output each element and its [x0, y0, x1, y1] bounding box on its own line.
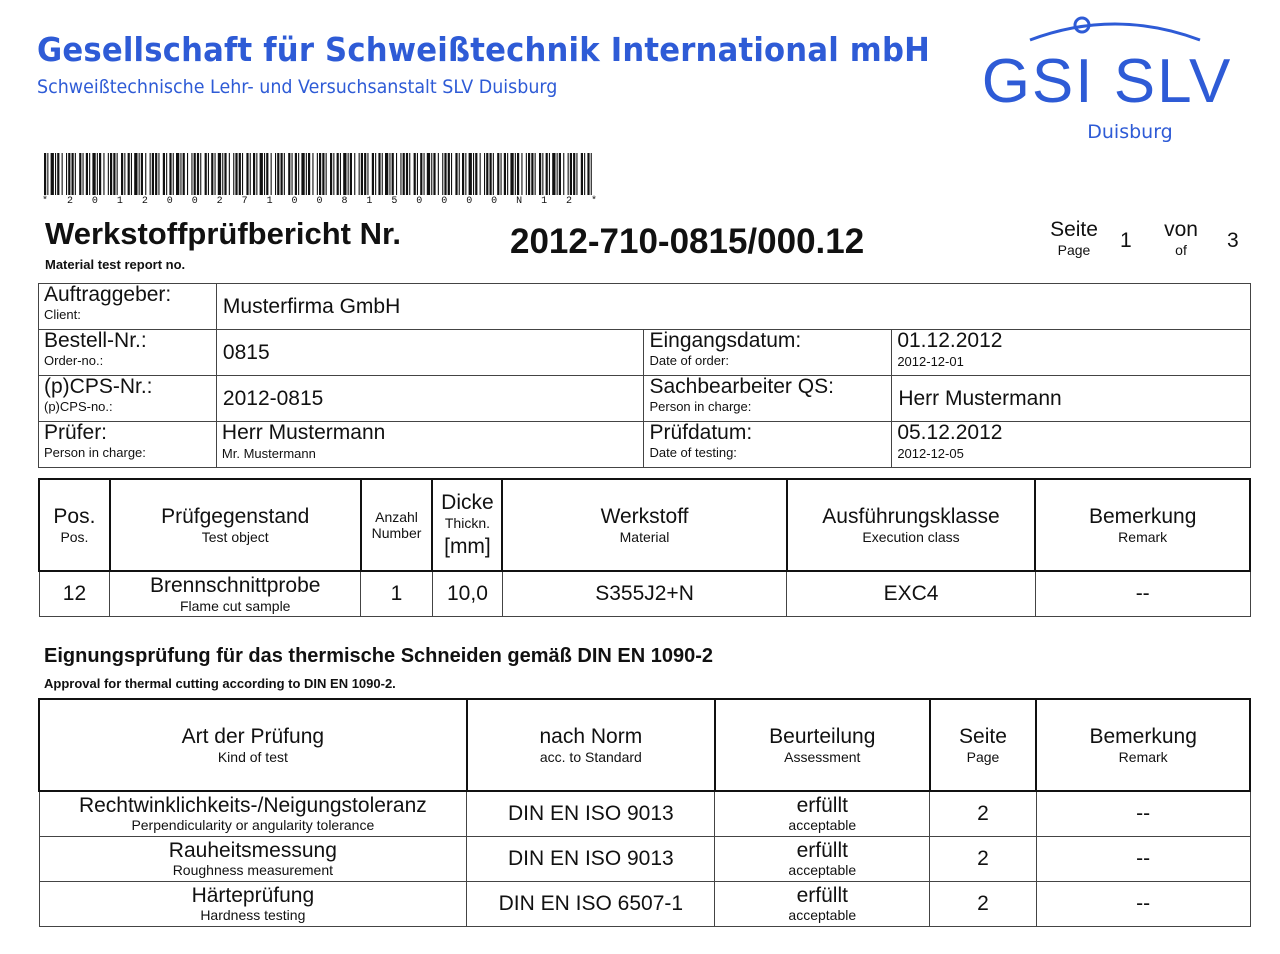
header-remark: Bemerkung Remark — [1035, 479, 1250, 571]
barcode-bar — [409, 153, 410, 195]
page-current: 1 — [1120, 229, 1132, 252]
barcode-bar — [235, 153, 237, 195]
cell-test-object: Brennschnittprobe Flame cut sample — [110, 571, 361, 617]
barcode-char: 1 — [266, 196, 273, 207]
barcode-bar — [197, 153, 199, 195]
barcode-char: 2 — [216, 196, 223, 207]
header-page: Seite Page — [930, 699, 1037, 791]
barcode-bar — [337, 153, 339, 195]
barcode-bar — [131, 153, 132, 195]
barcode-bar — [451, 153, 452, 195]
barcode-bar — [298, 153, 299, 195]
barcode-bar — [110, 153, 112, 195]
barcode-bar — [433, 153, 435, 195]
cell-kind-of-test: Rechtwinklichkeits-/Neigungstoleranz Perpendicularity or angularity tolerance — [39, 791, 467, 837]
barcode-bar — [128, 153, 130, 195]
barcode-bar — [584, 153, 585, 195]
barcode-bar — [535, 153, 536, 195]
tests-table — [38, 698, 1251, 927]
barcode-bar — [515, 153, 516, 195]
barcode-bar — [169, 153, 171, 195]
barcode-bar — [266, 153, 268, 195]
barcode-char: 0 — [441, 196, 448, 207]
barcode-bar — [97, 153, 98, 195]
barcode-bar — [51, 153, 54, 195]
barcode-bar — [92, 153, 95, 195]
barcode-bar — [57, 153, 59, 195]
barcode-bar — [117, 153, 118, 195]
barcode-bar — [83, 153, 84, 195]
page-label: Seite Page — [1050, 218, 1098, 258]
barcode-char: 2 — [66, 196, 73, 207]
barcode-bar — [392, 153, 394, 195]
barcode-char: 0 — [91, 196, 98, 207]
barcode-bar — [215, 153, 216, 195]
header-standard: nach Norm acc. to Standard — [467, 699, 715, 791]
barcode-bar — [549, 153, 550, 195]
barcode-bar — [308, 153, 310, 195]
cell-standard: DIN EN ISO 9013 — [467, 791, 715, 837]
barcode-bar — [526, 153, 527, 195]
barcode-bar — [62, 153, 63, 195]
barcode-bar — [375, 153, 376, 195]
barcode-bar — [326, 153, 327, 195]
barcode-bar — [191, 153, 192, 195]
barcode-bar — [459, 153, 460, 195]
header-execution-class: Ausführungsklasse Execution class — [787, 479, 1036, 571]
barcode-char: * — [590, 196, 597, 207]
barcode-bar — [194, 153, 196, 195]
cell-number: 1 — [361, 571, 433, 617]
header-thickness: Dicke Thickn. [mm] — [432, 479, 502, 571]
barcode-bar — [521, 153, 522, 195]
barcode-bar — [288, 153, 290, 195]
barcode-bar — [389, 153, 390, 195]
client-value: Musterfirma GmbH — [216, 284, 1250, 330]
approval-title-en: Approval for thermal cutting according to DIN EN 1090-2. — [44, 676, 396, 691]
cell-page: 2 — [930, 882, 1037, 927]
barcode-char: 7 — [241, 196, 248, 207]
header-test-object: Prüfgegenstand Test object — [110, 479, 361, 571]
barcode-bar — [528, 153, 530, 195]
barcode-char: 1 — [116, 196, 123, 207]
page-total: 3 — [1227, 229, 1239, 252]
barcode-bar — [581, 153, 583, 195]
client-label: Auftraggeber: Client: — [39, 284, 217, 330]
barcode-bar — [372, 153, 374, 195]
barcode-bar — [200, 153, 201, 195]
qs-value: Herr Mustermann — [892, 376, 1251, 422]
barcode-bar — [253, 153, 255, 195]
barcode-bar — [400, 153, 401, 195]
barcode-char: 0 — [316, 196, 323, 207]
barcode-bar — [343, 153, 346, 195]
barcode-bar — [183, 153, 185, 195]
barcode-char: 2 — [141, 196, 148, 207]
barcode-text — [42, 196, 597, 207]
barcode-bar — [233, 153, 234, 195]
barcode-bar — [176, 153, 179, 195]
barcode-bar — [406, 153, 408, 195]
cell-remark: -- — [1035, 571, 1250, 617]
report-number: 2012-710-0815/000.12 — [510, 222, 865, 261]
barcode-bar — [163, 153, 165, 195]
barcode-bar — [444, 153, 446, 195]
barcode-bar — [455, 153, 457, 195]
barcode-bar — [284, 153, 285, 195]
barcode-bar — [462, 153, 464, 195]
barcode-bar — [229, 153, 230, 195]
barcode-bar — [531, 153, 533, 195]
barcode-bar — [591, 153, 592, 195]
barcode-bar — [546, 153, 548, 195]
receipt-date-label: Eingangsdatum: Date of order: — [644, 330, 892, 376]
test-date-value: 05.12.2012 2012-12-05 — [892, 422, 1251, 468]
receipt-date-value: 01.12.2012 2012-12-01 — [892, 330, 1251, 376]
barcode-bar — [239, 153, 241, 195]
barcode-bar — [317, 153, 318, 195]
cell-assessment: erfüllt acceptable — [715, 791, 930, 837]
barcode-bar — [187, 153, 188, 195]
barcode-bar — [469, 153, 472, 195]
barcode-char: 0 — [416, 196, 423, 207]
barcode-char: 8 — [341, 196, 348, 207]
barcode-bar — [150, 153, 151, 195]
barcode-bar — [517, 153, 519, 195]
barcode-char: * — [42, 196, 49, 207]
barcode-bar — [559, 153, 561, 195]
barcode-bar — [417, 153, 418, 195]
cell-assessment: erfüllt acceptable — [715, 882, 930, 927]
barcode-bar — [224, 153, 226, 195]
order-label: Bestell-Nr.: Order-no.: — [39, 330, 217, 376]
cell-standard: DIN EN ISO 6507-1 — [467, 882, 715, 927]
barcode-bar — [79, 153, 81, 195]
barcode-bar — [145, 153, 146, 195]
barcode-bar — [385, 153, 388, 195]
barcode-char: 2 — [566, 196, 573, 207]
client-info-table — [38, 283, 1251, 468]
barcode-bar — [47, 153, 48, 195]
barcode-bar — [510, 153, 513, 195]
barcode-bar — [438, 153, 439, 195]
barcode-bar — [89, 153, 90, 195]
cell-page: 2 — [930, 837, 1037, 882]
barcode-bar — [292, 153, 293, 195]
barcode-bar — [557, 153, 558, 195]
barcode-bar — [427, 153, 430, 195]
barcode-bar — [442, 153, 443, 195]
barcode-bar — [333, 153, 334, 195]
header-material: Werkstoff Material — [502, 479, 786, 571]
barcode-char: 0 — [291, 196, 298, 207]
header-remark: Bemerkung Remark — [1036, 699, 1250, 791]
barcode-bar — [354, 153, 355, 195]
barcode-char: 1 — [541, 196, 548, 207]
gsi-slv-logo — [970, 10, 1245, 150]
barcode-bar — [277, 153, 279, 195]
barcode-bar — [158, 153, 159, 195]
barcode-bar — [348, 153, 349, 195]
barcode-bar — [68, 153, 70, 195]
barcode-bar — [124, 153, 125, 195]
barcode-bar — [44, 153, 46, 195]
barcode-bar — [382, 153, 383, 195]
barcode-bar — [563, 153, 564, 195]
barcode-bar — [364, 153, 366, 195]
barcode-bar — [250, 153, 251, 195]
header-kind-of-test: Art der Prüfung Kind of test — [39, 699, 467, 791]
table-row — [39, 791, 1250, 837]
barcode-char: N — [516, 196, 523, 207]
barcode-bar — [275, 153, 276, 195]
test-objects-table — [38, 478, 1251, 617]
table-row — [39, 571, 1250, 617]
barcode-bar — [86, 153, 88, 195]
barcode-bar — [552, 153, 555, 195]
cell-remark: -- — [1036, 837, 1250, 882]
report-title-en: Material test report no. — [45, 257, 186, 272]
barcode-bar — [155, 153, 157, 195]
barcode-bar — [396, 153, 397, 195]
logo-text: GSI SLV — [981, 47, 1233, 116]
barcode-char: 0 — [166, 196, 173, 207]
barcode-bar — [222, 153, 223, 195]
barcode-bar — [295, 153, 297, 195]
header-pos: Pos. Pos. — [39, 479, 110, 571]
barcode-bar — [322, 153, 324, 195]
barcode-bar — [568, 153, 569, 195]
barcode-bar — [306, 153, 307, 195]
of-label: von of — [1164, 218, 1198, 258]
barcode-bar — [361, 153, 363, 195]
cell-thickness: 10,0 — [432, 571, 502, 617]
logo-subtext: Duisburg — [1087, 121, 1173, 143]
barcode-bar — [166, 153, 167, 195]
barcode-bar — [281, 153, 283, 195]
barcode-bar — [173, 153, 174, 195]
barcode-char: 0 — [191, 196, 198, 207]
table-row — [39, 837, 1250, 882]
barcode-bar — [256, 153, 257, 195]
barcode-bar — [134, 153, 137, 195]
barcode-bar — [66, 153, 67, 195]
barcode-bar — [493, 153, 494, 195]
barcode-bar — [484, 153, 485, 195]
company-name: Gesellschaft für Schweißtechnik International mbH — [37, 30, 931, 69]
barcode-bar — [205, 153, 207, 195]
table-row — [39, 882, 1250, 927]
cell-kind-of-test: Rauheitsmessung Roughness measurement — [39, 837, 467, 882]
barcode-bar — [264, 153, 265, 195]
barcode-bar — [490, 153, 492, 195]
barcode-bar — [501, 153, 502, 195]
barcode-bar — [465, 153, 466, 195]
barcode-bar — [587, 153, 589, 195]
barcode-bar — [211, 153, 213, 195]
barcode-bar — [350, 153, 352, 195]
barcode-bar — [330, 153, 332, 195]
barcode-bar — [539, 153, 541, 195]
cell-kind-of-test: Härteprüfung Hardness testing — [39, 882, 467, 927]
barcode-bar — [542, 153, 543, 195]
barcode-bar — [312, 153, 313, 195]
barcode-bar — [180, 153, 181, 195]
barcode-bar — [486, 153, 488, 195]
barcode-bar — [260, 153, 263, 195]
cps-value: 2012-0815 — [216, 376, 644, 422]
barcode-bar — [367, 153, 368, 195]
test-date-label: Prüfdatum: Date of testing: — [644, 422, 892, 468]
tester-value: Herr Mustermann Mr. Mustermann — [216, 422, 644, 468]
cps-label: (p)CPS-Nr.: (p)CPS-no.: — [39, 376, 217, 422]
barcode-bar — [103, 153, 104, 195]
barcode-bar — [403, 153, 405, 195]
barcode-bar — [271, 153, 272, 195]
barcode-bar — [431, 153, 432, 195]
barcode-bar — [99, 153, 101, 195]
barcode-bar — [152, 153, 154, 195]
tester-label: Prüfer: Person in charge: — [39, 422, 217, 468]
barcode-bar — [475, 153, 477, 195]
barcode-bar — [218, 153, 221, 195]
cell-execution-class: EXC4 — [787, 571, 1036, 617]
barcode-bar — [319, 153, 321, 195]
barcode-bar — [497, 153, 499, 195]
barcode-bar — [208, 153, 209, 195]
qs-label: Sachbearbeiter QS: Person in charge: — [644, 376, 892, 422]
barcode-bar — [424, 153, 425, 195]
barcode-bar — [55, 153, 56, 195]
barcode-bar — [139, 153, 140, 195]
barcode-bar — [113, 153, 115, 195]
barcode-bar — [75, 153, 76, 195]
barcode-bar — [340, 153, 341, 195]
cell-material: S355J2+N — [502, 571, 786, 617]
institute-name: Schweißtechnische Lehr- und Versuchsanstalt SLV Duisburg — [37, 76, 558, 98]
barcode-bar — [414, 153, 416, 195]
barcode-bar — [420, 153, 422, 195]
cell-page: 2 — [930, 791, 1037, 837]
barcode-bar — [72, 153, 74, 195]
header-number: Anzahl Number — [361, 479, 433, 571]
header-assessment: Beurteilung Assessment — [715, 699, 930, 791]
barcode-bar — [242, 153, 243, 195]
barcode-bar — [507, 153, 508, 195]
barcode-bar — [504, 153, 506, 195]
cell-standard: DIN EN ISO 9013 — [467, 837, 715, 882]
barcode-bar — [141, 153, 143, 195]
barcode-bar — [246, 153, 248, 195]
cell-remark: -- — [1036, 791, 1250, 837]
barcode — [42, 153, 597, 199]
barcode-bar — [108, 153, 109, 195]
barcode-bar — [301, 153, 304, 195]
barcode-bar — [121, 153, 123, 195]
report-title: Werkstoffprüfbericht Nr. — [45, 216, 401, 251]
cell-assessment: erfüllt acceptable — [715, 837, 930, 882]
barcode-char: 0 — [466, 196, 473, 207]
barcode-bar — [473, 153, 474, 195]
barcode-bar — [359, 153, 360, 195]
barcode-char: 5 — [391, 196, 398, 207]
approval-title: Eignungsprüfung für das thermische Schneiden gemäß DIN EN 1090-2 — [44, 645, 714, 667]
order-value: 0815 — [216, 330, 644, 376]
barcode-bar — [576, 153, 577, 195]
barcode-bar — [570, 153, 572, 195]
barcode-char: 0 — [491, 196, 498, 207]
cell-pos: 12 — [39, 571, 110, 617]
barcode-bar — [448, 153, 450, 195]
barcode-bar — [573, 153, 575, 195]
barcode-bar — [378, 153, 380, 195]
cell-remark: -- — [1036, 882, 1250, 927]
barcode-char: 1 — [366, 196, 373, 207]
barcode-bar — [480, 153, 481, 195]
